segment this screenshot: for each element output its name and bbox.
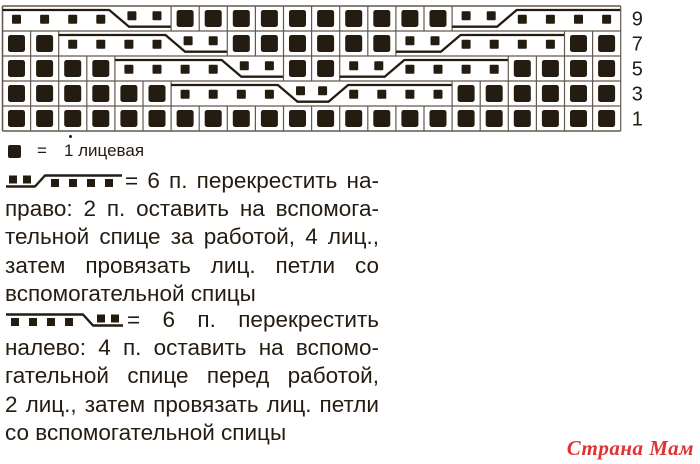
legend-line: право: 2 п. оставить на вспомога- bbox=[5, 196, 379, 222]
legend-line bbox=[5, 306, 379, 334]
legend-line: тельной спице за работой, 4 лиц., bbox=[5, 224, 379, 250]
watermark: Страна Мам bbox=[566, 436, 694, 460]
row-number: 5 bbox=[631, 58, 643, 81]
legend-cable-right bbox=[5, 167, 379, 308]
row-number: 3 bbox=[631, 83, 643, 106]
knit-stitch-icon bbox=[8, 145, 21, 158]
legend-line: 2 лиц., затем провязать лиц. петли bbox=[5, 391, 379, 417]
legend-knit-row bbox=[8, 141, 144, 161]
equals-sign: = bbox=[37, 141, 47, 160]
row-number: 9 bbox=[631, 8, 643, 31]
row-number: 7 bbox=[631, 33, 643, 56]
row-number: 1 bbox=[631, 108, 643, 131]
legend-line bbox=[5, 167, 379, 195]
legend-line: затем провязать лиц. петли со bbox=[5, 252, 379, 278]
legend-line: со вспомогательной спицы bbox=[5, 419, 287, 445]
legend-text: = 6 п. перекрестить bbox=[127, 307, 379, 332]
legend-line: вспомогательной спицы bbox=[5, 280, 256, 306]
cable-6-right-icon bbox=[5, 172, 123, 190]
cable-6-left-icon bbox=[5, 311, 125, 329]
scan-speck bbox=[69, 135, 72, 138]
legend-text: = 6 п. перекрестить на- bbox=[125, 168, 379, 193]
legend-cable-left bbox=[5, 306, 379, 447]
knit-stitch-label: 1 лицевая bbox=[63, 141, 145, 160]
legend-line: гательной спице перед работой, bbox=[5, 363, 379, 389]
legend-line: налево: 4 п. оставить на вспомо- bbox=[5, 335, 379, 361]
knitting-chart bbox=[0, 3, 700, 135]
